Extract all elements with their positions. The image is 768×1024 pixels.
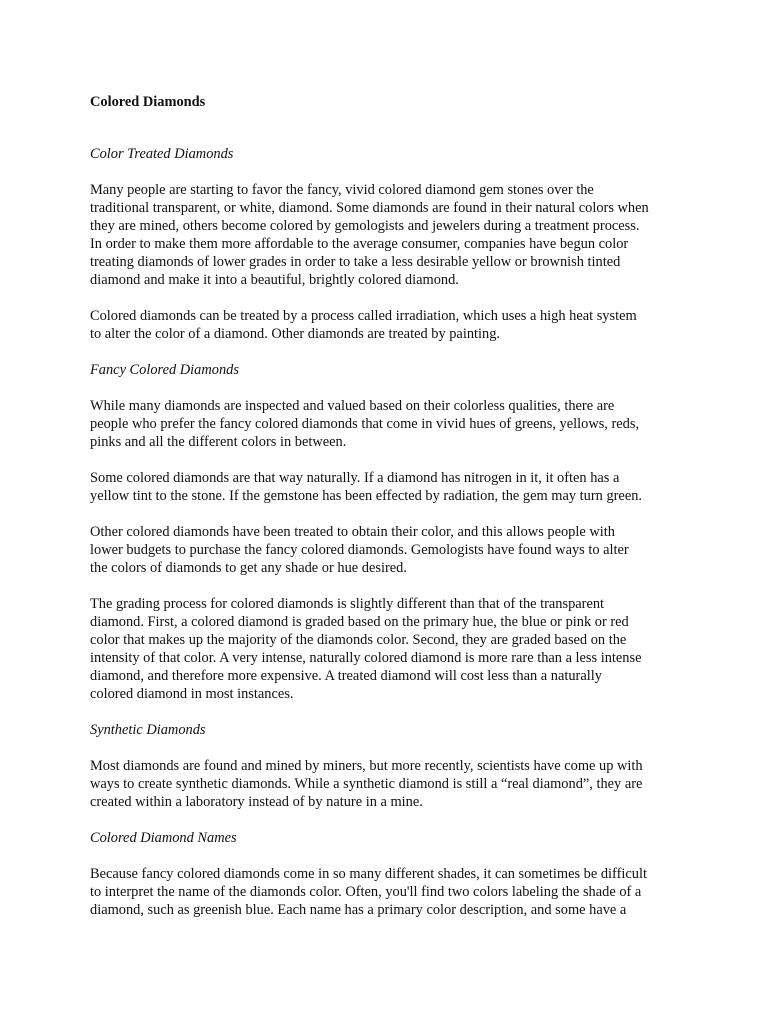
text-line: the colors of diamonds to get any shade or hue desired. — [90, 560, 407, 576]
document-body — [90, 93, 680, 937]
section-heading: Colored Diamond Names — [90, 830, 237, 846]
text-line: In order to make them more affordable to the average consumer, companies have begun color — [90, 236, 629, 252]
section-heading: Synthetic Diamonds — [90, 722, 206, 738]
text-line: traditional transparent, or white, diamond. Some diamonds are found in their natural colors when — [90, 200, 649, 216]
document-section — [90, 721, 680, 811]
text-line: Some colored diamonds are that way naturally. If a diamond has nitrogen in it, it often has a — [90, 470, 620, 486]
paragraph — [90, 523, 680, 577]
text-line: they are mined, others become colored by gemologists and jewelers during a treatment process. — [90, 218, 640, 234]
text-line: Because fancy colored diamonds come in so many different shades, it can sometimes be difficult — [90, 866, 647, 882]
text-line: color that makes up the majority of the diamonds color. Second, they are graded based on the — [90, 632, 627, 648]
text-line: Many people are starting to favor the fancy, vivid colored diamond gem stones over the — [90, 182, 594, 198]
paragraph — [90, 469, 680, 505]
text-line: Other colored diamonds have been treated to obtain their color, and this allows people with — [90, 524, 615, 540]
paragraph — [90, 865, 680, 919]
document-sections — [90, 145, 680, 919]
section-heading: Color Treated Diamonds — [90, 146, 234, 162]
text-line: ways to create synthetic diamonds. While a synthetic diamond is still a “real diamond”, they are — [90, 776, 643, 792]
document-section — [90, 145, 680, 343]
text-line: diamond, such as greenish blue. Each name has a primary color description, and some have a — [90, 902, 627, 918]
text-line: intensity of that color. A very intense, naturally colored diamond is more rare than a less intense — [90, 650, 642, 666]
text-line: pinks and all the different colors in between. — [90, 434, 347, 450]
text-line: to alter the color of a diamond. Other diamonds are treated by painting. — [90, 326, 500, 342]
text-line: The grading process for colored diamonds is slightly different than that of the transparent — [90, 596, 605, 612]
text-line: diamond and make it into a beautiful, brightly colored diamond. — [90, 272, 459, 288]
paragraph — [90, 757, 680, 811]
text-line: diamond, and therefore more expensive. A treated diamond will cost less than a naturally — [90, 668, 602, 684]
text-line: yellow tint to the stone. If the gemstone has been effected by radiation, the gem may turn green. — [90, 488, 643, 504]
text-line: Most diamonds are found and mined by miners, but more recently, scientists have come up with — [90, 758, 643, 774]
section-heading: Fancy Colored Diamonds — [90, 362, 239, 378]
document-section — [90, 361, 680, 703]
text-line: to interpret the name of the diamonds color. Often, you'll find two colors labeling the shade of a — [90, 884, 642, 900]
text-line: treating diamonds of lower grades in order to take a less desirable yellow or brownish tinted — [90, 254, 621, 270]
text-line: lower budgets to purchase the fancy colored diamonds. Gemologists have found ways to alter — [90, 542, 629, 558]
text-line: diamond. First, a colored diamond is graded based on the primary hue, the blue or pink or red — [90, 614, 629, 630]
paragraph — [90, 397, 680, 451]
text-line: While many diamonds are inspected and valued based on their colorless qualities, there are — [90, 398, 615, 414]
paragraph — [90, 307, 680, 343]
text-line: Colored diamonds can be treated by a process called irradiation, which uses a high heat system — [90, 308, 637, 324]
paragraph — [90, 595, 680, 703]
paragraph — [90, 181, 680, 289]
text-line: created within a laboratory instead of by nature in a mine. — [90, 794, 423, 810]
text-line: people who prefer the fancy colored diamonds that come in vivid hues of greens, yellows, reds, — [90, 416, 640, 432]
document-title: Colored Diamonds — [90, 94, 206, 110]
text-line: colored diamond in most instances. — [90, 686, 294, 702]
document-section — [90, 829, 680, 919]
